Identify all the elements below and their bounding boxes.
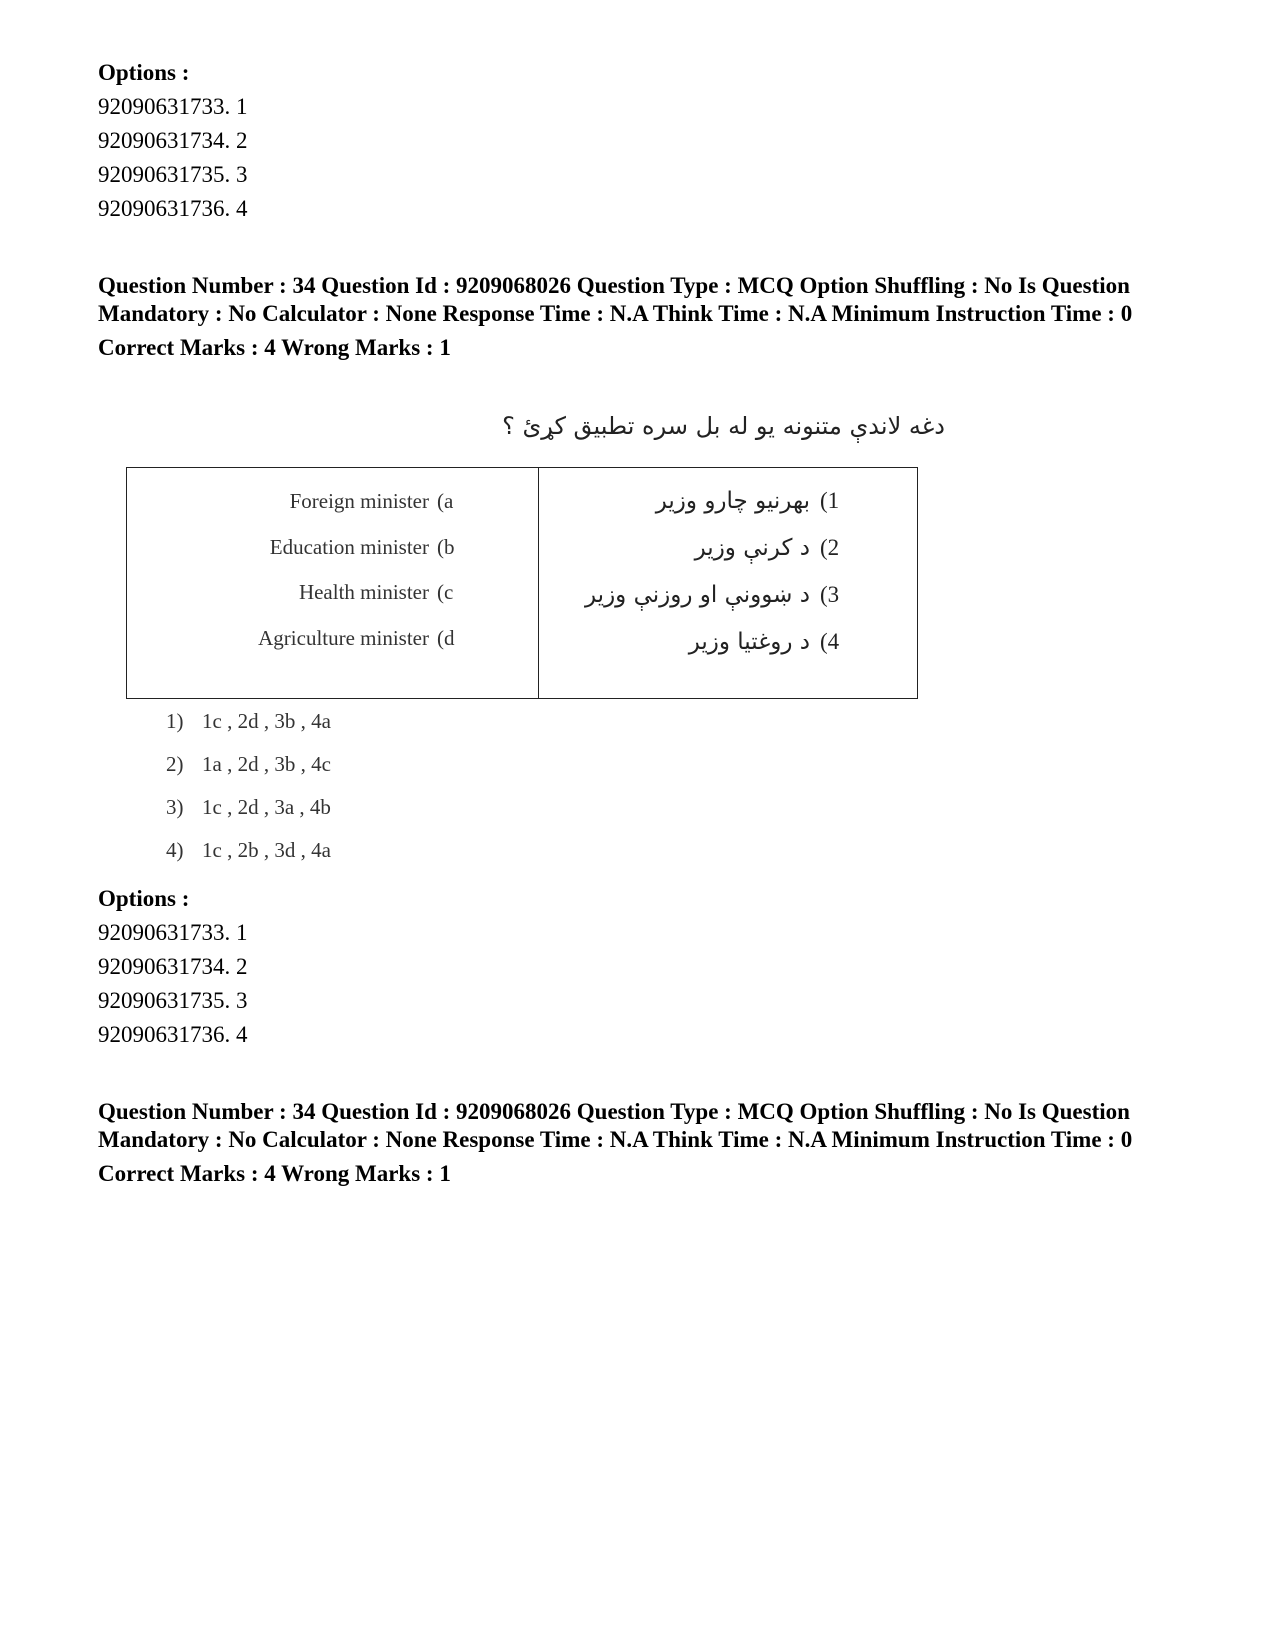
option-line: 92090631733. 1 [98, 920, 248, 945]
question-header [98, 272, 1198, 362]
answer-number: 2) [166, 752, 184, 776]
answer-number: 3) [166, 795, 184, 819]
answer-text: 1c , 2d , 3a , 4b [202, 795, 331, 819]
answer-choice [166, 792, 331, 835]
option-line: 92090631734. 2 [98, 954, 248, 979]
question-marks: Correct Marks : 4 Wrong Marks : 1 [98, 335, 451, 360]
answer-choice [166, 706, 331, 749]
right-column [552, 484, 852, 672]
left-item [127, 486, 467, 532]
right-item-text: د کرنې وزیر [694, 535, 810, 561]
options-title: Options : [98, 60, 190, 85]
left-column [127, 486, 467, 668]
right-item-number: (3 [820, 582, 840, 607]
options-block [98, 882, 248, 1052]
right-item-text: د ښوونې او روزنې وزیر [584, 582, 810, 608]
answer-text: 1c , 2d , 3b , 4a [202, 709, 331, 733]
answer-text: 1a , 2d , 3b , 4c [202, 752, 331, 776]
answer-list [166, 706, 331, 878]
answer-text: 1c , 2b , 3d , 4a [202, 838, 331, 862]
left-item-text: Health minister [298, 580, 429, 604]
answer-number: 4) [166, 838, 184, 862]
left-item [127, 577, 467, 623]
right-item [552, 484, 852, 531]
question-prompt: دغه لاندې متنونه یو له بل سره تطبیق کړئ ؟ [502, 412, 945, 440]
left-item-text: Foreign minister [289, 489, 429, 513]
option-line: 92090631736. 4 [98, 196, 248, 221]
options-title: Options : [98, 886, 190, 911]
option-line: 92090631733. 1 [98, 94, 248, 119]
left-item-letter: (d [437, 625, 455, 650]
left-item-text: Education minister [269, 534, 429, 559]
option-line: 92090631734. 2 [98, 128, 248, 153]
right-item [552, 578, 852, 625]
right-item-text: بهرنیو چارو وزیر [655, 488, 810, 514]
left-item [127, 532, 467, 578]
question-marks: Correct Marks : 4 Wrong Marks : 1 [98, 1161, 451, 1186]
right-item-text: د روغتیا وزیر [688, 629, 810, 655]
right-item [552, 531, 852, 578]
left-item [127, 623, 467, 669]
match-table [126, 467, 918, 699]
right-item [552, 625, 852, 672]
question-header [98, 1098, 1198, 1188]
right-item-number: (2 [820, 535, 840, 560]
option-line: 92090631735. 3 [98, 988, 248, 1013]
answer-choice [166, 835, 331, 878]
left-item-text: Agriculture minister [258, 625, 429, 650]
left-item-letter: (b [437, 534, 455, 559]
answer-number: 1) [166, 709, 184, 733]
right-item-number: (1 [820, 488, 840, 513]
option-line: 92090631736. 4 [98, 1022, 248, 1047]
left-item-letter: (a [437, 489, 454, 513]
left-item-letter: (c [437, 580, 454, 604]
answer-choice [166, 749, 331, 792]
table-divider [538, 468, 539, 698]
question-meta: Question Number : 34 Question Id : 9209068026 Question Type : MCQ Option Shuffling : No Is Question Mandatory : No Calculator : None Response Time : N.A Think Time : N.A Minimum Instruction Time : 0 [98, 1099, 1133, 1152]
question-meta: Question Number : 34 Question Id : 9209068026 Question Type : MCQ Option Shuffling : No Is Question Mandatory : No Calculator : None Response Time : N.A Think Time : N.A Minimum Instruction Time : 0 [98, 273, 1133, 326]
option-line: 92090631735. 3 [98, 162, 248, 187]
right-item-number: (4 [820, 629, 840, 654]
options-block [98, 56, 248, 226]
